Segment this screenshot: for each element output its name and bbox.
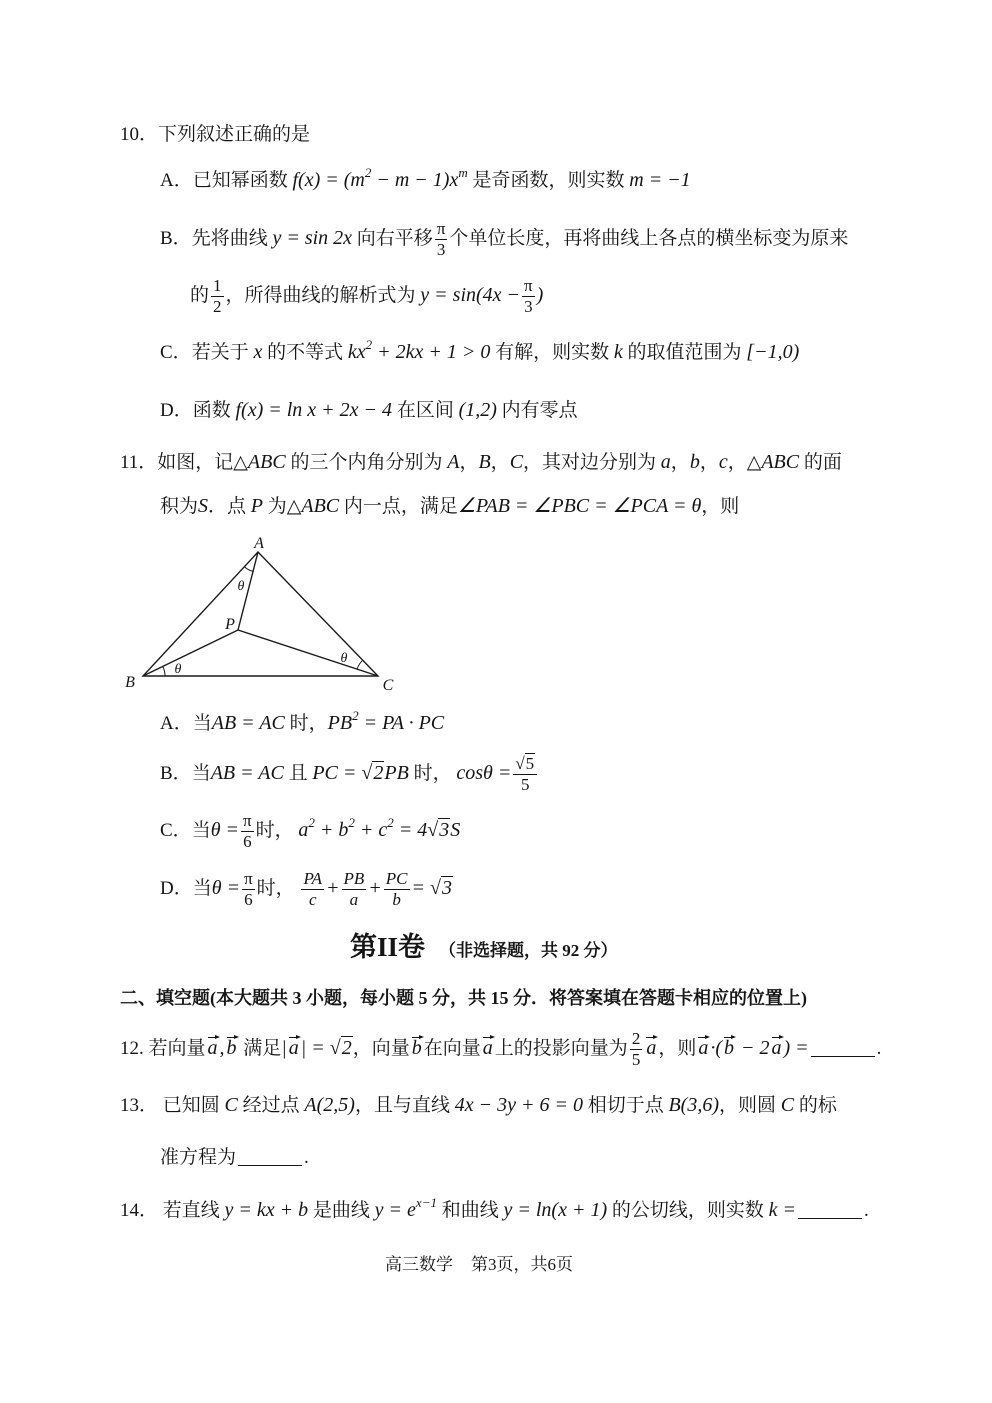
stem-text: 的公切线，则实数 [611,1200,764,1221]
fraction [630,1029,643,1070]
formula: y = sin(4x − [420,284,521,306]
formula: (1,2) [458,399,497,421]
formula: y = sin 2x [272,227,353,249]
formula: S [450,819,461,841]
stem-text: 为△ [267,496,302,517]
radical-sign: √ [515,754,525,774]
option-text: 内有零点 [501,400,578,421]
plus-sign: + [326,877,340,899]
q14-line [120,1186,869,1234]
stem-text: 上的投影向量为 [494,1038,628,1059]
option-text: 在区间 [396,400,454,421]
stem-text: 的三个内角分别为 [290,452,443,473]
stem-text: 在向量 [423,1038,481,1059]
angle-arc-b [163,666,165,676]
fraction-numerator: 1 [213,276,222,296]
formula: ABC [301,495,340,517]
option-text: 当 [192,713,212,734]
option-text: 的取值范围为 [627,342,742,363]
fraction-numerator: PA [303,869,323,889]
segment-cp [238,630,378,676]
option-text: ，所得曲线的解析式为 [225,285,416,306]
angle-label-theta-c: θ [340,651,348,666]
vector-b: b [226,1037,237,1059]
formula: ·( [710,1037,722,1059]
stem-text: ，则 [701,496,740,517]
q10-option-d [160,386,578,434]
fraction-denominator: 3 [524,297,533,317]
stem-text: ，且与直线 [354,1095,450,1116]
formula: y = ln(x + 1) [503,1199,608,1221]
option-text: 且 [288,763,308,784]
formula: kx [347,341,366,363]
formula: a [298,819,309,841]
vector-b: b [411,1037,422,1059]
superscript: 2 [308,815,315,830]
formula: m = −1 [629,169,691,191]
option-text: 先将曲线 [191,228,268,249]
plus-sign: + [368,877,382,899]
fraction-numerator: π [244,869,253,889]
fraction-denominator: c [308,890,317,910]
formula: C [509,451,524,473]
stem-text: 若向量 [148,1038,206,1059]
vertex-label-c: C [382,677,394,694]
stem-text: 已知圆 [162,1095,220,1116]
q13-number: 13． [120,1095,159,1116]
q13-line2 [160,1134,309,1182]
fraction-numerator [513,754,537,775]
formula: − 2 [736,1037,770,1059]
fraction-denominator: 2 [213,297,222,317]
vector-a: a [771,1037,782,1059]
vector-a: a [207,1037,218,1059]
answer-blank [811,1056,875,1057]
fraction-numerator: PC [385,869,408,889]
vector-b: b [724,1037,734,1059]
stem-text: 的标 [798,1095,837,1116]
option-text: 函数 [192,400,231,421]
q10-number: 10． [120,124,159,145]
stem-text: ．点 [208,496,247,517]
fraction-denominator: 3 [436,240,446,260]
fraction-numerator: 2 [631,1029,641,1049]
q10-option-a [160,156,691,204]
formula: − m − 1)x [371,169,459,191]
vector-a: a [288,1037,299,1059]
stem-text: ， [670,452,690,473]
formula: k = [768,1199,796,1221]
formula: 4x − 3y + 6 = 0 [454,1094,583,1116]
option-text: 时， [289,713,328,734]
formula: PB [384,762,409,784]
angle-arc-c [357,660,363,669]
option-text: 已知幂函数 [192,170,288,191]
q11-option-b [160,749,539,797]
option-text: 时， [255,820,294,841]
section2-heading [120,974,807,1022]
radicand: 5 [525,754,535,774]
stem-text: 准方程为 [160,1147,237,1168]
formula: ) = [783,1037,809,1059]
end-period: . [304,1147,309,1168]
formula: | = √ [300,1037,341,1059]
formula: cosθ = [456,762,512,784]
fraction [301,869,324,910]
option-text: 个单位长度，再将曲线上各点的横坐标变为原来 [449,228,849,249]
q12-number: 12. [120,1038,144,1059]
option-text: 当 [191,820,211,841]
formula: A(2,5) [304,1094,355,1116]
fraction-sqrt5-over-5 [513,754,537,795]
formula: [−1,0) [746,341,800,363]
option-label: D． [160,400,193,421]
option-label: C． [160,342,192,363]
fraction [435,219,448,260]
q14-number: 14． [120,1200,159,1221]
q11-number: 11． [120,452,158,473]
fraction [211,276,224,317]
q11-option-d [160,864,453,912]
formula: C [224,1094,238,1116]
formula: PC = √ [312,762,373,784]
option-label: A． [160,170,193,191]
formula: c [718,451,728,473]
q11-option-c [160,806,460,854]
end-period: . [864,1200,869,1221]
formula: a [660,451,671,473]
fraction-numerator: π [524,276,533,296]
fraction-denominator: b [392,890,401,910]
q11-stem-line1 [120,438,842,486]
option-text: 时， [413,763,452,784]
option-text: 的不等式 [267,342,344,363]
vector-a: a [482,1037,493,1059]
stem-text: 经过点 [242,1095,300,1116]
triangle-figure [115,530,415,700]
radicand: 3 [439,819,450,841]
answer-blank [238,1165,302,1166]
stem-text: ， [490,452,510,473]
superscript: 2 [364,165,372,180]
formula: A [447,451,460,473]
part2-subtitle: （非选择题，共 92 分） [439,941,618,960]
end-period: . [876,1038,882,1059]
vector-a: a [698,1037,709,1059]
stem-text: 如图，记△ [157,452,248,473]
option-label: A． [160,713,193,734]
q11-stem-line2 [160,482,739,530]
q13-line1 [120,1081,837,1129]
formula: C [780,1094,795,1116]
formula: = √ [411,877,442,899]
q10-option-b-line1 [160,214,848,262]
formula: B(3,6) [668,1094,720,1116]
point-label-p: P [225,616,235,633]
section2-heading-text: 二、填空题(本大题共 3 小题，每小题 5 分，共 15 分．将答案填在答题卡相应的位置上) [120,988,807,1008]
part2-title: 第II卷 [350,932,426,962]
option-text: 向右平移 [356,228,433,249]
fraction-numerator: π [436,219,446,239]
part2-heading [350,923,618,971]
angle-label-theta-a: θ [237,579,245,594]
fraction-numerator: PB [343,869,365,889]
formula: = PA · PC [358,712,445,734]
vertex-label-b: B [125,674,135,691]
page-footer [385,1241,573,1289]
formula: S [198,495,209,517]
fraction-denominator: 6 [243,832,252,852]
angle-label-theta-b: θ [174,662,182,677]
formula: + c [354,819,388,841]
formula: θ = [210,819,240,841]
option-text: 当 [192,878,212,899]
formula: y = kx + b [224,1199,309,1221]
formula: + b [314,819,349,841]
stem-text: 积为 [160,496,199,517]
stem-text: 若直线 [162,1200,220,1221]
formula: AB = AC [210,762,284,784]
stem-text: 满足 [243,1038,282,1059]
fraction [522,276,535,317]
formula: AB = AC [211,712,285,734]
fraction-denominator: 5 [520,775,530,795]
q10-option-b-line2 [190,271,543,319]
formula: + 2kx + 1 > 0 [372,341,491,363]
formula: y = e [374,1199,416,1221]
formula: | [281,1037,287,1059]
stem-text: ， [699,452,719,473]
stem-text: ，则圆 [719,1095,777,1116]
footer-subject: 高三数学 [385,1255,453,1274]
stem-text: 相切于点 [587,1095,664,1116]
superscript: 2 [387,815,394,830]
q10-stem-line [120,111,310,159]
option-text: 时， [256,878,295,899]
segment-bp [143,630,238,676]
stem-text: ， [459,452,479,473]
stem-text: 是曲线 [312,1200,370,1221]
stem-text: ，△ [727,452,762,473]
answer-blank [798,1218,862,1219]
formula: = 4√ [393,819,439,841]
superscript: 2 [352,708,359,723]
angle-arc-a [244,567,253,572]
stem-text: 内一点，满足 [343,496,458,517]
formula: ABC [761,451,800,473]
radicand: 3 [442,877,453,899]
stem-text: ，向量 [352,1038,410,1059]
vector-a: a [646,1037,657,1059]
fraction [242,869,255,910]
stem-text: ，则 [658,1038,697,1059]
stem-text: ，其对边分别为 [523,452,657,473]
option-text: 的 [190,285,210,306]
option-text: 有解，则实数 [495,342,610,363]
option-text: 是奇函数，则实数 [472,170,625,191]
formula: PB [327,712,353,734]
superscript: x−1 [415,1195,437,1210]
formula: ∠PAB = ∠PBC = ∠PCA = θ [457,495,702,517]
option-label: B． [160,763,192,784]
q10-stem: 下列叙述正确的是 [158,124,311,145]
formula: θ = [211,877,241,899]
option-label: D． [160,878,193,899]
option-label: B． [160,228,192,249]
superscript: 2 [348,815,355,830]
formula: ) [536,284,544,306]
superscript: m [458,165,468,180]
formula: P [250,495,263,517]
q10-option-c [160,328,799,376]
formula: f(x) = (m [292,169,365,191]
formula: B [478,451,491,473]
fraction [241,811,254,852]
formula: k [613,341,623,363]
radicand: 2 [373,762,384,784]
formula: b [689,451,700,473]
radicand: 2 [341,1037,352,1059]
footer-page-number: 第3页，共6页 [471,1255,573,1274]
fraction-denominator: a [349,890,359,910]
q11-option-a [160,699,444,747]
q12-line [120,1024,881,1072]
formula: f(x) = ln x + 2x − 4 [235,399,393,421]
fraction-denominator: 5 [631,1050,641,1070]
option-label: C． [160,820,192,841]
option-text: 当 [191,763,211,784]
fraction [384,869,410,910]
stem-text: 的面 [803,452,842,473]
comma: , [219,1037,225,1059]
fraction-numerator: π [243,811,252,831]
option-text: 若关于 [191,342,249,363]
formula: ABC [247,451,286,473]
vertex-label-a: A [254,535,264,552]
superscript: 2 [365,337,373,352]
stem-text: 和曲线 [441,1200,499,1221]
fraction-denominator: 6 [244,890,253,910]
fraction [342,869,367,910]
formula: x [253,341,263,363]
